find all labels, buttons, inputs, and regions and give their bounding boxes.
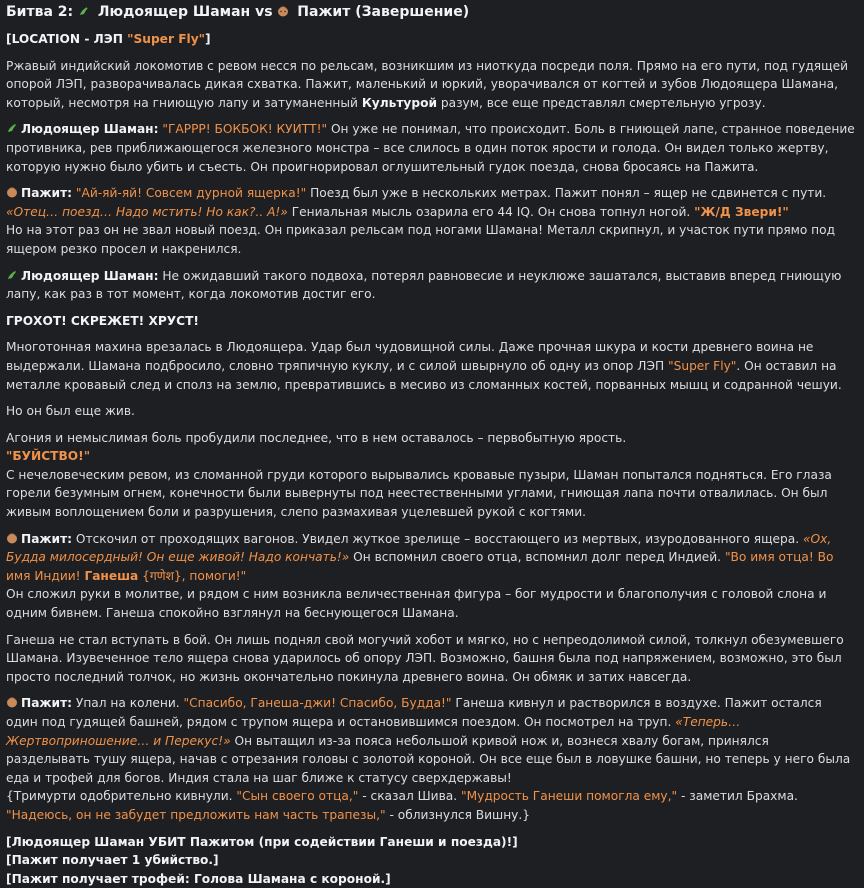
paragraph: {Тримурти одобрительно кивнули. "Сын своего отца," - сказал Шива. "Мудрость Ганеши помогла ему," - заметил Брахма. "Надеюсь, он не забудет предложить нам часть трапезы," - облизнулся Вишну.} — [6, 789, 798, 822]
paragraph: Ржавый индийский локомотив с ревом несся по рельсам, возникшим из ниоткуда посреди поля. Прямо на его пути, под гудящей опорой ЛЭП, разворачивалась дикая схватка. Пажит, маленький и юркий, уворачивался от когтей и зубов Людоящера Шамана, который, несмотря на гниющую лапу и затуманенный Культурой разум, все еще представлял смертельную угрозу. — [6, 58, 849, 110]
result-line: [Пажит получает 1 убийство.] — [6, 853, 219, 868]
location-tag: [LOCATION - ЛЭП "Super Fly"] — [6, 32, 211, 46]
boy-emoji-icon — [6, 696, 18, 708]
paragraph: Пажит: "Ай-яй-яй! Совсем дурной ящерка!" Поезд был уже в нескольких метрах. Пажит понял – ящер не сдвинется с пути. «Отец… поезд… Надо мстить! Но как?.. А!» Гениальная мысль озарила его 44 IQ. Он снова топнул ногой. "Ж/Д Звери!" — [6, 186, 827, 219]
paragraph: Но он был еще жив. — [6, 404, 135, 419]
paragraph: Ганеша не стал вступать в бой. Он лишь поднял свой могучий хобот и мягко, но с непреодолимой силой, толкнул обезумевшего Шамана. Изувеченное тело ящера снова ударилось об опору ЛЭП. Возможно, башня была под напряжением, возможно, это был просто последний толчок, но жизнь окончательно покинула древнего воина. Он обмяк и затих навсегда. — [6, 632, 844, 684]
battle-title: Битва 2: Людоящер Шаман vs Пажит (Завершение) — [6, 4, 470, 20]
paragraph: Многотонная махина врезалась в Людоящера. Удар был чудовищной силы. Даже прочная шкура и кости древнего воина не выдержали. Шамана подбросило, словно тряпичную куклу, и с силой швырнуло об одну из опор ЛЭП "Super Fly". Он оставил на металле кровавый след и сполз на землю, превратившись в месиво из сломанных костей, порванных мышц и содранной чешуи. — [6, 340, 842, 392]
paragraph: Но на этот раз он не звал новый поезд. Он приказал рельсам под ногами Шамана! Металл скрипнул, и участок пути прямо под ящером резко просел и накренился. — [6, 223, 836, 256]
boy-emoji-icon — [6, 532, 18, 544]
paragraph: Людоящер Шаман: "ГАРРР! БОКБОК! КУИТТ!" Он уже не понимал, что происходит. Боль в гниющей лапе, странное поведение противника, рев приближающегося железного монстра – все слилось в один поток ярости и голода. Он видел только жертву, которую нужно было убить и съесть. Он проигнорировал оглушительный гудок поезда, снова бросаясь на Пажита. — [6, 122, 855, 174]
paragraph: С нечеловеческим ревом, из сломанной груди которого вырывались кровавые пузыри, Шаман попытался подняться. Его глаза горели безумным огнем, конечности были вывернуты под неестественными углами, гниющая лапа почти отвалилась. Он был живым воплощением боли и разрушения, слепо размахивая уцелевшей рукой с когтями. — [6, 467, 832, 520]
boy-emoji-icon — [277, 5, 289, 17]
result-line: [Людоящер Шаман УБИТ Пажитом (при содействии Ганеши и поезда)!] — [6, 834, 518, 849]
lizard-emoji-icon — [6, 269, 18, 281]
sound-effect: ГРОХОТ! СКРЕЖЕТ! ХРУСТ! — [6, 313, 199, 328]
paragraph: Пажит: Упал на колени. "Спасибо, Ганеша-джи! Спасибо, Будда!" Ганеша кивнул и растворился в воздухе. Пажит остался один под гудящей башней, рядом с трупом ящера и остановившимся поездом. Он посмотрел на труп. «Теперь… Жертвоприношение… и Перекус!» Он вытащил из-за пояса небольшой кривой нож и, вознеся хвалу богам, принялся разделывать тушу ящера, начав с отрезания головы с золотой короной. Он все еще был в ловушке башни, но теперь у него была еда и трофей для богов. Индия стала на шаг ближе к статусу сверхдержавы! — [6, 696, 851, 785]
paragraph: Людоящер Шаман: Не ожидавший такого подвоха, потерял равновесие и неуклюже зашатался, выставив вперед гниющую лапу, как раз в тот момент, когда локомотив достиг его. — [6, 268, 842, 302]
paragraph: Пажит: Отскочил от проходящих вагонов. Увидел жуткое зрелище – восстающего из мертвых, изуродованного ящера. «Ох, Будда милосердный! Он еще живой! Надо кончать!» Он вспомнил своего отца, вспомнил долг перед Индией. "Во имя отца! Во имя Индии! Ганеша {गणेश}, помоги!" — [6, 531, 834, 583]
lizard-emoji-icon — [78, 5, 90, 17]
paragraph: Он сложил руки в молитве, и рядом с ним возникла величественная фигура – бог мудрости и благополучия с головой слона и одним бивнем. Ганеша спокойно взглянул на беснующегося Шамана. — [6, 587, 827, 621]
lizard-emoji-icon — [6, 122, 18, 134]
paragraph: Агония и немыслимая боль пробудили последнее, что в нем оставалось – первобытную ярость. — [6, 430, 627, 445]
ability-shout: "БУЙСТВО!" — [6, 449, 91, 464]
result-line: [Пажит получает трофей: Голова Шамана с короной.] — [6, 871, 391, 886]
boy-emoji-icon — [6, 186, 18, 198]
